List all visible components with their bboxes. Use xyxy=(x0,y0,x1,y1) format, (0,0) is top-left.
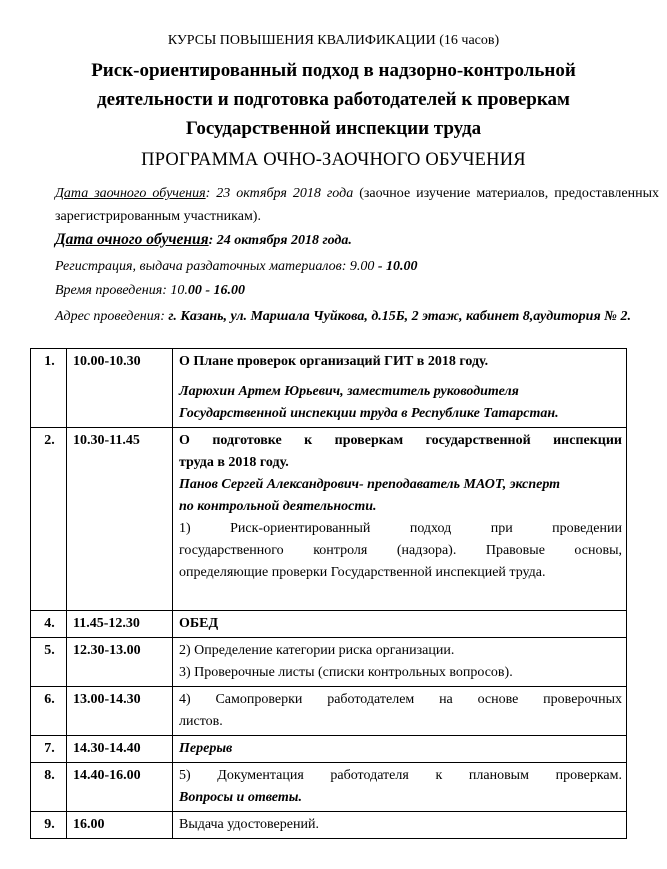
program-title xyxy=(20,56,647,143)
fulltime-date-label: Дата очного обучения xyxy=(55,231,209,248)
row-number: 9. xyxy=(31,812,67,839)
row-time: 13.00-14.30 xyxy=(67,687,173,736)
address-line xyxy=(55,307,659,327)
table-row xyxy=(31,687,627,736)
schedule-table xyxy=(30,348,627,839)
row-time: 12.30-13.00 xyxy=(67,638,173,687)
fulltime-date-line xyxy=(55,231,659,249)
address-value: г. Казань, ул. Маршала Чуйкова, д.15Б, 2 этаж, кабинет 8,аудитория № 2. xyxy=(168,309,631,324)
item-line-1: 2) Определение категории риска организации. xyxy=(179,643,455,658)
table-row xyxy=(31,638,627,687)
table-row xyxy=(31,349,627,428)
row-number: 6. xyxy=(31,687,67,736)
row-content xyxy=(173,687,627,736)
course-heading: КУРСЫ ПОВЫШЕНИЯ КВАЛИФИКАЦИИ (16 часов) xyxy=(167,33,500,48)
row-content xyxy=(173,349,627,428)
qa-line: Вопросы и ответы. xyxy=(179,790,302,805)
row-content xyxy=(173,428,627,611)
program-subtitle: ПРОГРАММА ОЧНО-ЗАОЧНОГО ОБУЧЕНИЯ xyxy=(141,150,526,170)
row-content: Выдача удостоверений. xyxy=(173,812,627,839)
distance-date-value: : 23 октября 2018 года xyxy=(205,186,354,201)
row-time: 10.00-10.30 xyxy=(67,349,173,428)
row-content: Перерыв xyxy=(173,736,627,763)
item-line-2: государственного контроля (надзора). Правовые основы, xyxy=(179,543,622,558)
table-row xyxy=(31,763,627,812)
speaker-line-1: Ларюхин Артем Юрьевич, заместитель руководителя xyxy=(179,384,519,399)
table-row xyxy=(31,428,627,611)
table-row xyxy=(31,736,627,763)
row-number: 8. xyxy=(31,763,67,812)
row-number: 7. xyxy=(31,736,67,763)
table-row xyxy=(31,611,627,638)
row-time: 11.45-12.30 xyxy=(67,611,173,638)
item-line-2: листов. xyxy=(179,714,223,729)
item-line-1: 4) Самопроверки работодателем на основе проверочных xyxy=(179,692,622,707)
speaker-line-2: по контрольной деятельности. xyxy=(179,499,377,514)
title-line-2: деятельности и подготовка работодателей к проверкам xyxy=(97,89,570,110)
session-topic: О Плане проверок организаций ГИТ в 2018 году. xyxy=(179,354,489,369)
row-time: 14.30-14.40 xyxy=(67,736,173,763)
speaker-line-2: Государственной инспекции труда в Республике Татарстан. xyxy=(179,406,559,421)
row-time: 10.30-11.45 xyxy=(67,428,173,611)
row-time: 16.00 xyxy=(67,812,173,839)
time-line xyxy=(55,283,659,299)
distance-date-line xyxy=(55,182,659,228)
row-time: 14.40-16.00 xyxy=(67,763,173,812)
registration-time-start: 9.00 xyxy=(349,259,375,274)
session-topic-line-2: труда в 2018 году. xyxy=(179,455,289,470)
registration-line xyxy=(55,259,659,275)
registration-time-end: - 10.00 xyxy=(374,259,418,274)
row-number: 2. xyxy=(31,428,67,611)
time-start: 10. xyxy=(170,283,188,298)
table-row xyxy=(31,812,627,839)
fulltime-date-value: : 24 октября 2018 года. xyxy=(208,233,352,248)
item-line-3: определяющие проверки Государственной инспекцией труда. xyxy=(179,565,546,580)
row-content: ОБЕД xyxy=(173,611,627,638)
distance-date-label: Дата заочного обучения xyxy=(55,186,206,201)
address-label: Адрес проведения: xyxy=(55,309,169,324)
time-range: 00 - 16.00 xyxy=(187,283,246,298)
distance-date-note: (заочное изучение материалов, предоставленных зарегистрированным участникам). xyxy=(55,186,659,224)
registration-label: Регистрация, выдача раздаточных материалов: xyxy=(55,259,350,274)
speaker-line-1: Панов Сергей Александрович- преподаватель МАОТ, эксперт xyxy=(179,477,561,492)
row-number: 4. xyxy=(31,611,67,638)
title-line-1: Риск-ориентированный подход в надзорно-контрольной xyxy=(91,60,576,81)
row-number: 1. xyxy=(31,349,67,428)
time-label: Время проведения: xyxy=(55,283,171,298)
row-number: 5. xyxy=(31,638,67,687)
row-content xyxy=(173,638,627,687)
session-topic-line-1: О подготовке к проверкам государственной инспекции xyxy=(179,433,622,448)
item-line-1: 5) Документация работодателя к плановым проверкам. xyxy=(179,768,622,783)
item-line-1: 1) Риск-ориентированный подход при проведении xyxy=(179,521,622,536)
item-line-2: 3) Проверочные листы (списки контрольных вопросов). xyxy=(179,665,513,680)
row-content xyxy=(173,763,627,812)
title-line-3: Государственной инспекции труда xyxy=(185,118,482,139)
